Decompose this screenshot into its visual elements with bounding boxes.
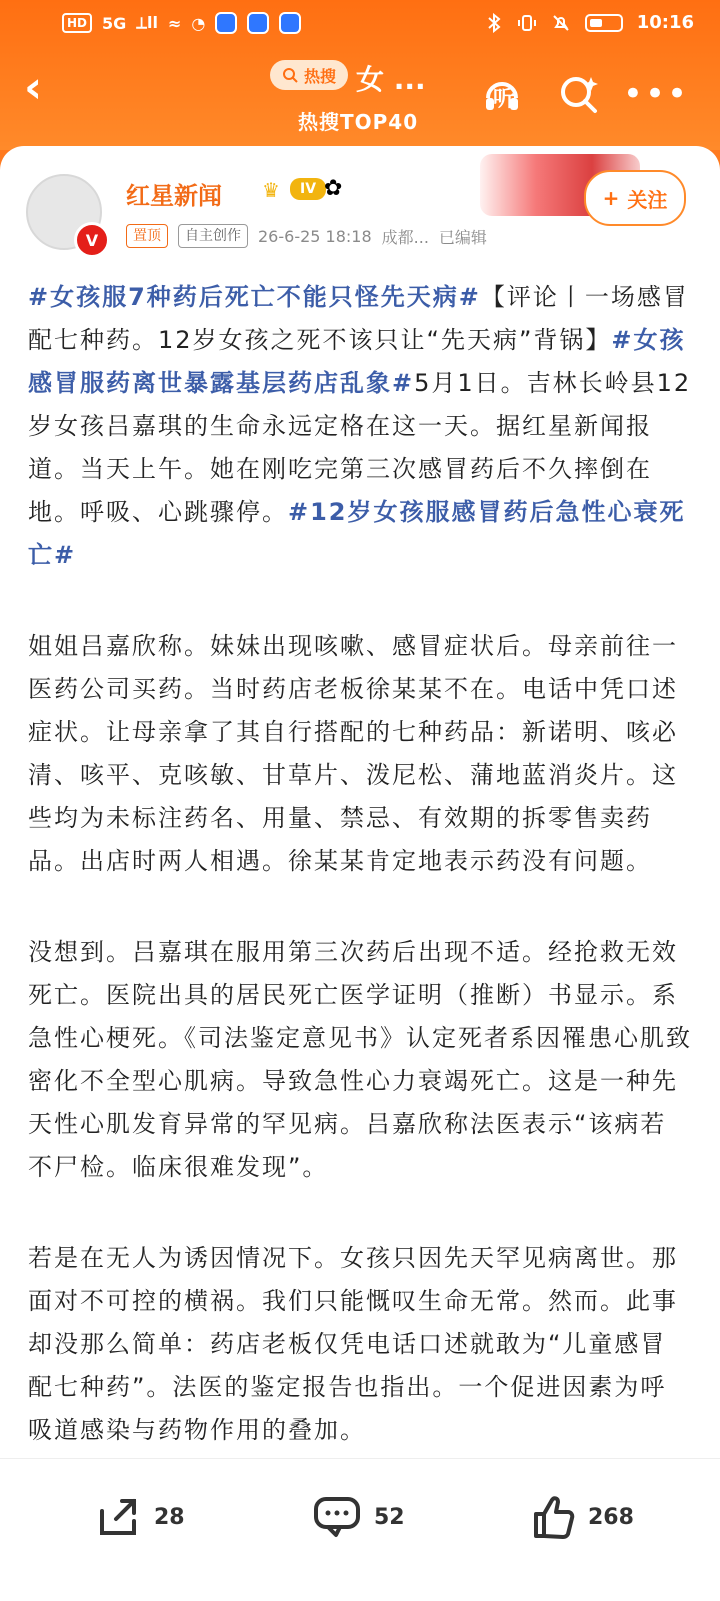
article-paragraph-3: 没想到。吕嘉琪在服用第三次药后出现不适。经抢救无效死亡。医院出具的居民死亡医学证明（推断）书显示。系急性心梗死。《司法鉴定意见书》认定死者系因罹患心肌致密化不全型心肌病。导致急性心力衰竭死亡。这是一种先天性心肌发育异常的罕见病。吕嘉欣称法医表示“该病若不尸检。临床很难发现”。 [28,938,692,1181]
topic-link[interactable]: #女孩感冒服药离世暴露基层药店乱象# [28,326,686,397]
topic-link[interactable]: #12岁女孩服感冒药后急性心衰死亡# [28,498,686,569]
paragraph-text: 【评论丨一场感冒配七种药。12岁女孩之死不该只让“先天病”背锅】 [28,283,689,354]
more-dots-icon: ••• [622,74,690,114]
signal-icon: ⟂ll [136,13,158,32]
page-title: 女 ... [356,63,426,96]
plus-icon: + [602,186,620,210]
bottom-action-bar [0,1458,720,1601]
status-time: 10:16 [636,12,694,33]
verified-badge-icon: V [74,222,110,258]
hd-indicator: HD [62,13,92,33]
paragraph-text: 5月1日。吉林长岭县12岁女孩吕嘉琪的生命永远定格在这一天。据红星新闻报道。当天上午。她在刚吃完第三次感冒药后不久摔倒在地。呼吸、心跳骤停。 [28,369,692,526]
comment-icon [310,1491,364,1543]
original-creation-tag: 自主创作 [178,224,248,248]
post-meta [126,224,487,248]
pinned-tag: 置顶 [126,224,168,248]
article-paragraph-2: 姐姐吕嘉欣称。妹妹出现咳嗽、感冒症状后。母亲前往一医药公司买药。当时药店老板徐某某不在。电话中凭口述症状。让母亲拿了其自行搭配的七种药品：新诺明、咳必清、咳平、克咳敏、甘草片、泼尼松、蒲地蓝消炎片。这些均为未标注药名、用量、禁忌、有效期的拆零售卖药品。出店时两人相遇。徐某某肯定地表示药没有问题。 [28,632,678,875]
flower-icon: ✿ [324,176,343,201]
app-icon-2 [247,12,269,34]
edited-indicator[interactable]: 已编辑 [438,227,487,247]
hotspot-icon: ◔ [191,13,206,33]
battery-icon [585,14,623,32]
status-bar [0,0,720,48]
post-date: 26-6-25 18:18 [258,226,372,246]
listen-button[interactable] [476,68,528,120]
header-nav [0,48,720,146]
mute-bell-icon [551,13,571,33]
comment-count: 52 [374,1504,405,1530]
crown-icon: ♛ [262,178,280,202]
article-paragraph-1 [28,276,692,577]
author-name[interactable]: 红星新闻 [126,182,222,210]
like-button[interactable] [524,1487,634,1547]
post-location: 成都... [381,227,429,247]
chevron-left-icon: ‹ [24,62,43,113]
author-level-badge: IV [290,178,326,200]
share-count: 28 [154,1504,185,1530]
comment-button[interactable] [310,1487,405,1547]
search-sparkle-icon [554,70,602,118]
wifi-icon: ≈ [167,13,182,33]
app-icon-1 [215,12,237,34]
share-button[interactable] [92,1487,185,1547]
share-icon [92,1491,144,1543]
more-button[interactable] [622,68,690,120]
post-content [0,146,720,1600]
vibrate-icon [517,13,537,33]
topic-link[interactable]: #女孩服7种药后死亡不能只怪先天病# [28,283,481,311]
search-button[interactable] [552,68,604,120]
bluetooth-icon [485,13,503,33]
back-button[interactable] [24,62,43,113]
search-icon [282,67,298,83]
page-subtitle: 热搜TOP40 [298,110,419,134]
like-count: 268 [588,1504,634,1530]
thumbs-up-icon [524,1490,578,1544]
follow-label: 关注 [627,187,668,212]
follow-button[interactable] [584,170,686,226]
app-icon-3 [279,12,301,34]
network-5g: 5G [102,13,127,33]
listen-label: 听 [493,87,516,112]
top-bar [0,0,720,150]
article-paragraph-4: 若是在无人为诱因情况下。女孩只因先天罕见病离世。那面对不可控的横祸。我们只能慨叹生命无常。然而。此事却没那么简单：药店老板仅凭电话口述就敢为“儿童感冒配七种药”。法医的鉴定报告也指出。一个促进因素为呼吸道感染与药物作用的叠加。 [28,1244,678,1444]
hot-badge-label: 热搜 [304,66,337,86]
article-body [28,276,692,1500]
hot-search-badge[interactable] [270,60,348,90]
